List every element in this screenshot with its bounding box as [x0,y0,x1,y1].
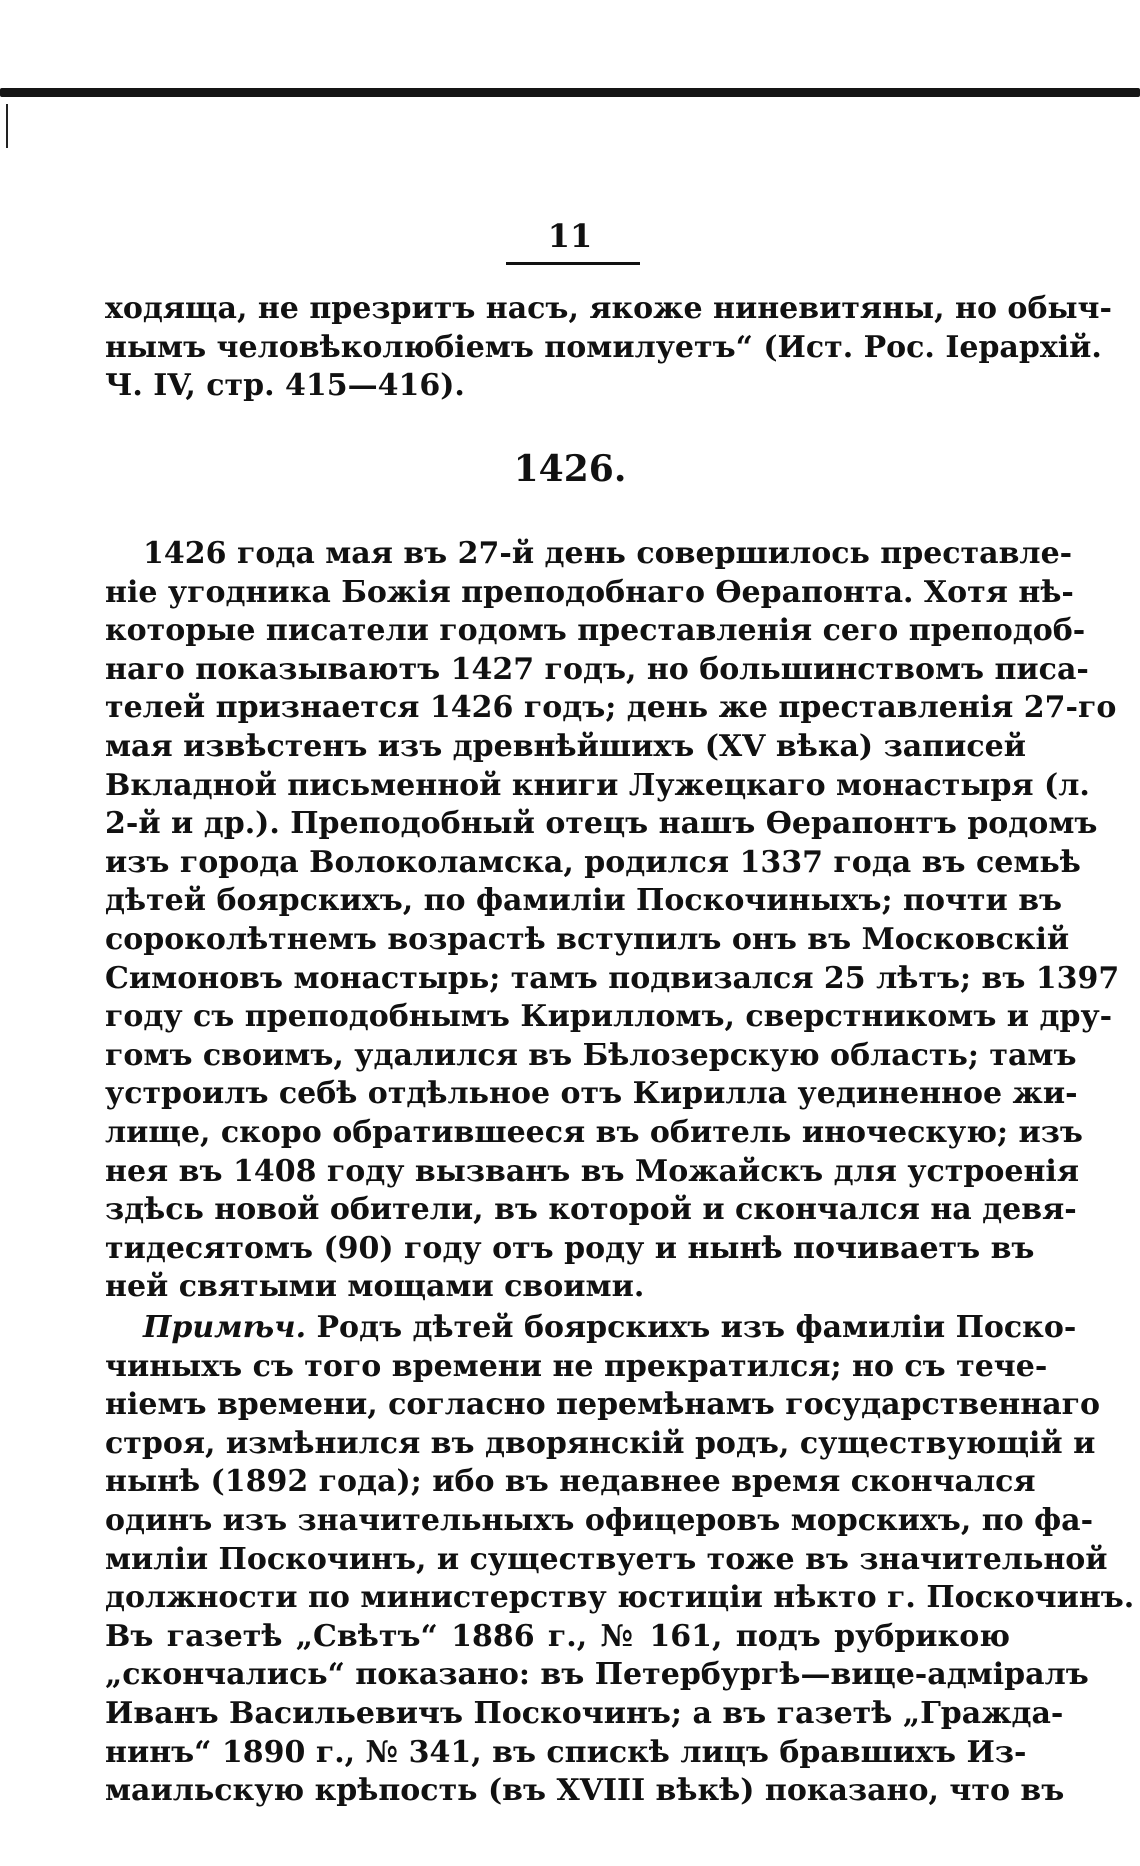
left-margin-rule [6,104,8,148]
intro-paragraph [105,290,1112,406]
text-line: 1426 года мая въ 27-й день совершилось преставле- [143,536,1073,571]
text-line: которые писатели годомъ преставленія сего преподоб- [105,613,1086,649]
text-line: устроилъ себѣ отдѣльное отъ Кирилла уединенное жи- [105,1076,1078,1112]
text-line: Въ газетѣ „Свѣтъ“ 1886 г., № 161, подъ рубрикою [105,1618,1010,1654]
text-line: ніемъ времени, согласно перемѣнамъ государственнаго [105,1387,1101,1423]
text-line: ніе угодника Божія преподобнаго Ѳерапонта. Хотя нѣ- [105,574,1074,610]
text-line: „скончались“ показано: въ Петербургѣ—вице-адміралъ [105,1657,1089,1693]
text-line: лище, скоро обратившееся въ обитель иноческую; изъ [105,1114,1083,1150]
text-line: одинъ изъ значительныхъ офицеровъ морскихъ, по фа- [105,1502,1094,1538]
section-year-heading: 1426. [513,448,627,490]
text-line: ходяща, не презритъ насъ, якоже ниневитяны, но обыч- [105,291,1112,326]
text-line: мая извѣстенъ изъ древнѣйшихъ (XV вѣка) записей [105,728,1026,764]
text-line: телей признается 1426 годъ; день же преставленія 27-го [105,690,1117,726]
text-line: строя, измѣнился въ дворянскій родъ, существующій и [105,1425,1096,1461]
text-line: маильскую крѣпость (въ XVIII вѣкѣ) показано, что въ [105,1773,1065,1809]
page-number: 11 [547,217,593,255]
text-line: здѣсь новой обители, въ которой и скончался на девя- [105,1192,1077,1228]
note-label: Примѣч. [143,1310,307,1345]
page-number-underline [506,262,640,265]
text-line: гомъ своимъ, удалился въ Бѣлозерскую область; тамъ [105,1037,1077,1073]
text-line: 2-й и др.). Преподобный отецъ нашъ Ѳерапонтъ родомъ [105,806,1098,842]
text-line: миліи Поскочинъ, и существуетъ тоже въ значительной [105,1541,1108,1577]
note-first-line [105,1309,1077,1348]
text-line: нынѣ (1892 года); ибо въ недавнее время скончался [105,1464,1036,1500]
text-line: наго показываютъ 1427 годъ, но большинствомъ писа- [105,651,1089,687]
text-line: дѣтей боярскихъ, по фамиліи Поскочиныхъ; почти въ [105,883,1063,919]
main-paragraph [105,535,1120,1307]
text-line: году съ преподобнымъ Кирилломъ, сверстникомъ и дру- [105,999,1113,1035]
text-line: чиныхъ съ того времени не прекратился; но съ тече- [105,1348,1048,1384]
text-line: нея въ 1408 году вызванъ въ Можайскъ для устроенія [105,1153,1079,1189]
text-line: Вкладной письменной книги Лужецкаго монастыря (л. [105,767,1090,803]
text-line: Симоновъ монастырь; тамъ подвизался 25 лѣтъ; въ 1397 [105,960,1120,996]
text-line: Ч. IV, стр. 415—416). [105,368,465,404]
text-line: изъ города Волоколамска, родился 1337 года въ семьѣ [105,844,1081,880]
text-line: Иванъ Васильевичъ Поскочинъ; а въ газетѣ „Гражда- [105,1695,1064,1731]
text-line: тидесятомъ (90) году отъ роду и нынѣ почиваетъ въ [105,1230,1035,1266]
text-line: нинъ“ 1890 г., № 341, въ спискѣ лицъ бравшихъ Из- [105,1734,1027,1770]
text-line: ней святыми мощами своими. [105,1269,645,1305]
text-line: нымъ человѣколюбіемъ помилуетъ“ (Ист. Рос. Іерархій. [105,329,1102,365]
text-line: сороколѣтнемъ возрастѣ вступилъ онъ въ Московскій [105,921,1070,957]
top-border-rule [0,88,1140,97]
text-line: должности по министерству юстиціи нѣкто г. Поскочинъ. [105,1580,1135,1616]
note-paragraph [105,1309,1135,1811]
note-first-line-text: Родъ дѣтей боярскихъ изъ фамиліи Поско- [316,1310,1077,1345]
